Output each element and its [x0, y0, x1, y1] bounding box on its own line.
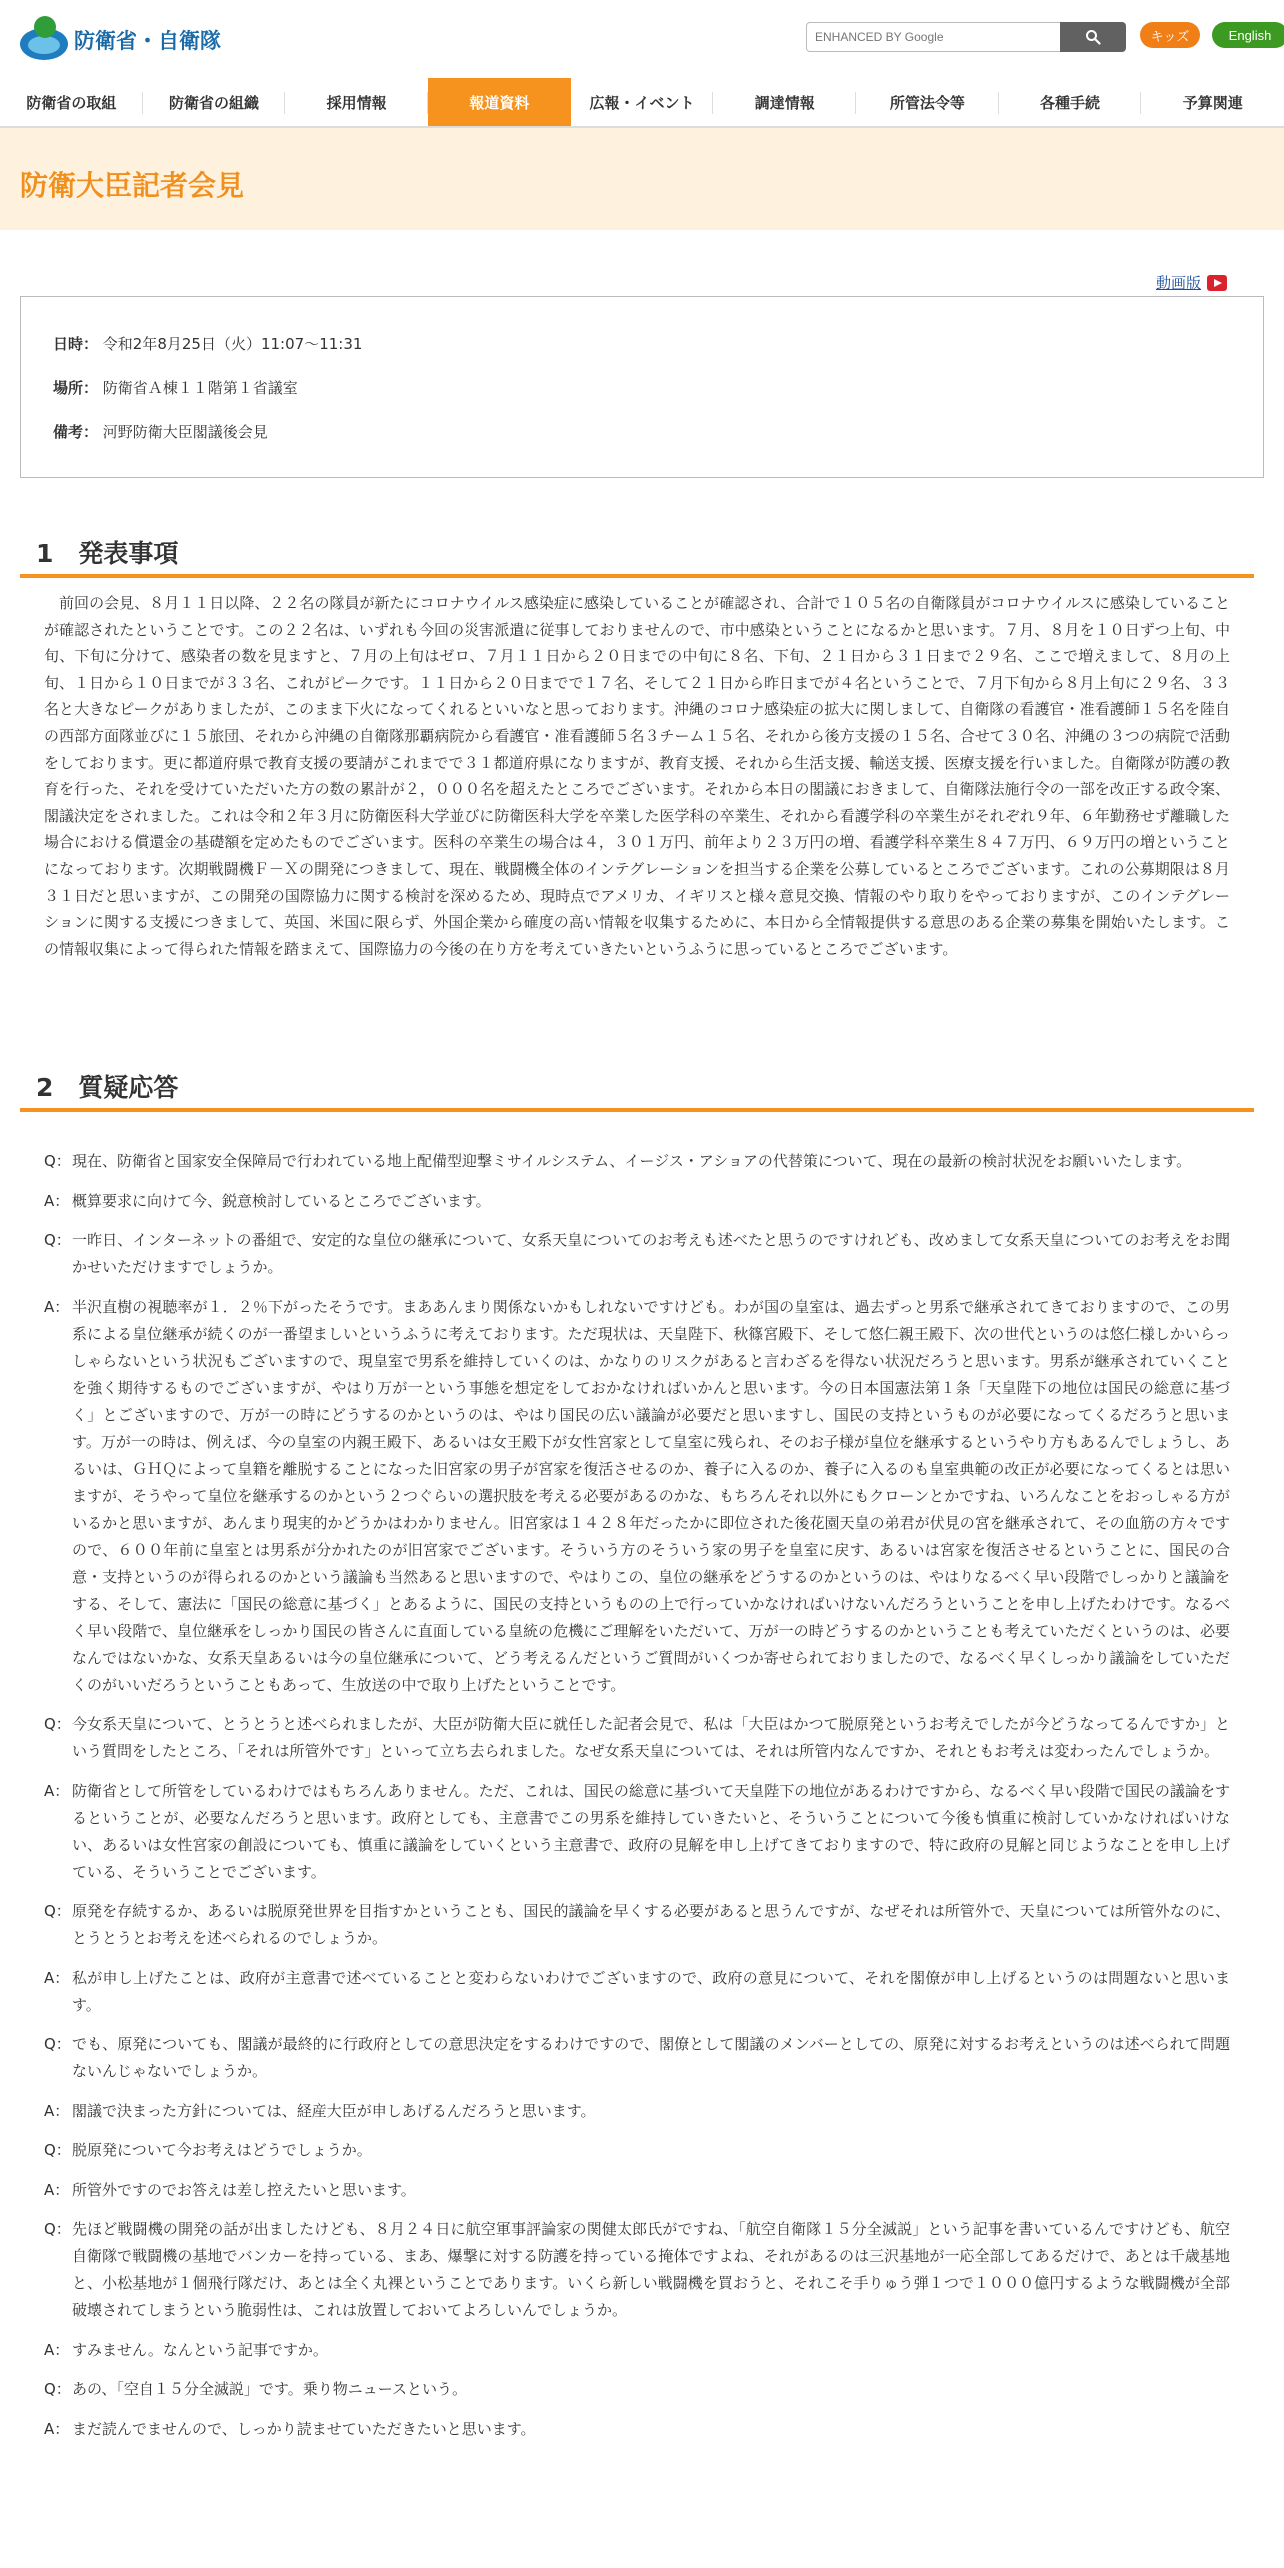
qa-marker: Q：	[44, 2220, 71, 2238]
search-icon	[1085, 29, 1101, 45]
qa-text: 防衛省として所管をしているわけではもちろんありません。ただ、これは、国民の総意に基づいて天皇陛下の地位があるわけですから、なるべく早い段階で国民の議論をするということが、必要なんだろうと思います。政府としても、主意書でこの男系を維持していきたいと、そういうことについて今後も慎重に検討していかなければいけない、あるいは女性宮家の創設についても、慎重に議論をしていくという主意書で、政府の見解を申し上げてきておりますので、特に政府の見解と同じようなことを申し上げている、そういうことでございます。	[72, 1781, 1230, 1881]
page-title: 防衛大臣記者会見	[20, 169, 245, 202]
info-place-value: 防衛省Ａ棟１１階第１省議室	[102, 379, 298, 397]
qa-marker: A：	[44, 2340, 70, 2359]
nav-item-initiatives[interactable]: 防衛省の取組	[0, 78, 143, 126]
qa-answer	[44, 2098, 1230, 2125]
site-logo[interactable]	[20, 14, 221, 66]
qa-question	[44, 2137, 1230, 2164]
qa-marker: A：	[44, 2419, 70, 2438]
section-announcements-heading: 1 発表事項	[20, 534, 1254, 578]
kids-button[interactable]: キッズ	[1140, 22, 1200, 48]
announcement-text: 前回の会見、８月１１日以降、２２名の隊員が新たにコロナウイルス感染症に感染していることが確認され、合計で１０５名の自衛隊員がコロナウイルスに感染していることが確認されたということです。この２２名は、いずれも今回の災害派遣に従事しておりませんので、市中感染ということになるかと思います。７月、８月を１０日ずつ上旬、中旬、下旬に分けて、感染者の数を見ますと、７月の上旬はゼロ、７月１１日から２０日までの中旬に８名、下旬、２１日から３１日まで２９名、ここで増えまして、８月の上旬、１日から１０日までが３３名、これがピークです。１１日から２０日までで１７名、そして２１日から昨日までが４名ということで、７月下旬から８月上旬に２９名、３３名と大きなピークがありましたが、このまま下火になってくれるといいなと思っております。沖縄のコロナ感染症の拡大に関しまして、自衛隊の看護官・准看護師１５名を陸自の西部方面隊並びに１５旅団、それから沖縄の自衛隊那覇病院から看護官・准看護師５名３チーム１５名、それから後方支援の１５名、合せて３０名、沖縄の３つの病院で活動をしております。更に都道府県で教育支援の要請がこれまでで３１都道府県になりますが、教育支援、それから生活支援、輸送支援、医療支援を行いました。自衛隊が防護の教育を行った、それを受けていただいた方の数の累計が２，０００名を超えたところでございます。それから本日の閣議におきまして、自衛隊法施行令の一部を改正する政令案、閣議決定をされました。これは令和２年３月に防衛医科大学並びに防衛医科大学を卒業した医学科の卒業生、それから看護学科の卒業生がそれぞれ９年、６年勤務せず離職した場合における償還金の基礎額を定めたものでございます。医科の卒業生の場合は４，３０１万円、前年より２３万円の増、看護学科卒業生８４７万円、６９万円の増ということになっております。次期戦闘機Ｆ－Ｘの開発につきまして、現在、戦闘機全体のインテグレーションを担当する企業を公募しているところでございます。これの公募期限は８月３１日だと思いますが、この開発の国際協力に関する検討を深めるため、現時点でアメリカ、イギリスと様々意見交換、情報のやり取りをやっておりますが、このインテグレーションに関する支援につきまして、英国、米国に限らず、外国企業から確度の高い情報を収集するために、本日から全情報提供する意思のある企業の募集を開始いたします。この情報収集によって得られた情報を踏まえて、国際協力の今後の在り方を考えていきたいというふうに思っているところでございます。	[44, 594, 1230, 958]
qa-answer	[44, 2177, 1230, 2204]
qa-marker: Q：	[44, 2141, 71, 2159]
qa-text: 私が申し上げたことは、政府が主意書で述べていることと変わらないわけでございますので、政府の意見について、それを閣僚が申し上げるというのは問題ないと思います。	[72, 1968, 1230, 2014]
qa-text: すみません。なんという記事ですか。	[72, 2340, 328, 2359]
logo-text: 防衛省・自衛隊	[74, 29, 221, 53]
nav-item-procedures[interactable]: 各種手続	[999, 78, 1142, 126]
info-note-label: 備考：	[53, 423, 99, 441]
search-box	[806, 22, 1126, 52]
video-link-label: 動画版	[1156, 274, 1202, 292]
info-date-value: 令和2年8月25日（火）11:07～11:31	[102, 335, 363, 353]
qa-answer	[44, 2416, 1230, 2443]
qa-marker: A：	[44, 1297, 70, 1316]
qa-text: 原発を存続するか、あるいは脱原発世界を目指すかということも、国民的議論を早くする必要があると思うんですが、なぜそれは所管外で、天皇については所管外なのに、とうとうとお考えを述べられるのでしょうか。	[72, 1902, 1230, 1947]
qa-text: 所管外ですのでお答えは差し控えたいと思います。	[72, 2180, 416, 2199]
qa-list	[44, 1148, 1230, 2455]
nav-item-organization[interactable]: 防衛省の組織	[143, 78, 286, 126]
site-header	[0, 0, 1284, 76]
qa-text: でも、原発についても、閣議が最終的に行政府としての意思決定をするわけですので、閣僚として閣議のメンバーとしての、原発に対するお考えというのは述べられて問題ないんじゃないでしょうか。	[72, 2035, 1230, 2080]
info-date	[53, 333, 362, 354]
qa-question	[44, 1898, 1230, 1952]
qa-marker: A：	[44, 2101, 70, 2120]
nav-item-recruitment[interactable]: 採用情報	[285, 78, 428, 126]
qa-answer	[44, 1188, 1230, 1215]
press-info-box	[20, 296, 1264, 478]
qa-question	[44, 2376, 1230, 2403]
search-input[interactable]: ENHANCED BY Google	[806, 22, 1060, 52]
qa-text: 今女系天皇について、とうとうと述べられましたが、大臣が防衛大臣に就任した記者会見で、私は「大臣はかつて脱原発というお考えでしたが今どうなってるんですか」という質問をしたところ、「それは所管外です」といって立ち去られました。なぜ女系天皇については、それは所管内なんですか、それともお考えは変わったんでしょうか。	[72, 1715, 1230, 1760]
qa-marker: A：	[44, 1968, 70, 1987]
nav-item-press[interactable]: 報道資料	[428, 78, 571, 126]
info-note-value: 河野防衛大臣閣議後会見	[102, 423, 268, 441]
qa-text: 脱原発について今お考えはどうでしょうか。	[72, 2141, 372, 2159]
qa-answer	[44, 1294, 1230, 1699]
info-place-label: 場所：	[53, 379, 99, 397]
qa-marker: Q：	[44, 1902, 71, 1920]
title-band	[0, 128, 1284, 230]
qa-text: まだ読んでませんので、しっかり読ませていただきたいと思います。	[72, 2419, 536, 2438]
qa-question	[44, 1711, 1230, 1765]
global-nav	[0, 78, 1284, 128]
qa-marker: Q：	[44, 2380, 71, 2398]
qa-text: 一昨日、インターネットの番組で、安定的な皇位の継承について、女系天皇についてのお考えも述べたと思うのですけれども、改めまして女系天皇についてのお考えをお聞かせいただけますでしょうか。	[72, 1231, 1230, 1276]
qa-text: 半沢直樹の視聴率が１．２％下がったそうです。まああんまり関係ないかもしれないですけども。わが国の皇室は、過去ずっと男系で継承されてきておりますので、この男系による皇位継承が続くのが一番望ましいというふうに考えております。ただ現状は、天皇陛下、秋篠宮殿下、そして悠仁親王殿下、次の世代というのは悠仁様しかいらっしゃらないという状況もございますので、現皇室で男系を維持していくのは、かなりのリスクがあると言わざるを得ない状況だろうと思います。男系が継承されていくことを強く期待するものでございますが、やはり万が一という事態を想定をしておかなければいかんと思います。今の日本国憲法第１条「天皇陛下の地位は国民の総意に基づく」とございますので、万が一の時にどうするのかというのは、やはり国民の広い議論が必要だと思いますし、国民の支持というものが必要になってくるだろうと思います。万が一の時は、例えば、今の皇室の内親王殿下、あるいは女王殿下が女性宮家として皇室に残られ、そのお子様が皇位を継承するというやり方もあるんでしょうし、あるいは、ＧＨＱによって皇籍を離脱することになった旧宮家の男子が宮家を復活させるのか、養子に入るのか、養子に入るのも皇室典範の改正が必要になってくるとは思いますが、そうやって皇位を継承するのかという２つぐらいの選択肢を考える必要があるのかな、もちろんそれ以外にもクローンとかですね、いろんなことをおっしゃる方がいるかと思いますが、あんまり現実的かどうかはわかりません。旧宮家は１４２８年だったかに即位された後花園天皇の弟君が伏見の宮を継承されて、その血筋の方々ですので、６００年前に皇室とは男系が分かれたのが旧宮家でございます。そういう方のそういう家の男子を皇室に戻す、あるいは宮家を復活させるということに、国民の合意・支持というのが得られるのかという議論も当然あると思いますので、やはりこの、皇位の継承をどうするのかというのは、やはりなるべく早い段階でしっかりと議論をする、そして、憲法に「国民の総意に基づく」とあるように、国民の支持というものの上で行っていかなければいけないんだろうということを申し上げたわけです。なるべく早い段階で、皇位継承をしっかり国民の皆さんに直面している皇統の危機にご理解をいただいて、万が一の時どうするのかということも考えていただくというのは、必要なんではないかな、女系天皇あるいは今の皇位継承について、どう考えるんだというご質問がいくつか寄せられておりましたので、なるべく早くしっかり議論をしていただくのがいいだろうということもあって、生放送の中で取り上げたということです。	[72, 1297, 1230, 1694]
video-link[interactable]	[1156, 272, 1227, 293]
qa-marker: Q：	[44, 1152, 71, 1170]
nav-item-laws[interactable]: 所管法令等	[856, 78, 999, 126]
qa-question	[44, 1148, 1230, 1175]
qa-question	[44, 2216, 1230, 2324]
nav-item-procurement[interactable]: 調達情報	[713, 78, 856, 126]
search-button[interactable]	[1060, 22, 1126, 52]
section-qa-heading: 2 質疑応答	[20, 1068, 1254, 1112]
nav-item-pr-events[interactable]: 広報・イベント	[571, 78, 714, 126]
qa-text: あの、「空自１５分全滅説」です。乗り物ニュースという。	[72, 2380, 467, 2398]
info-date-label: 日時：	[53, 335, 99, 353]
qa-answer	[44, 2337, 1230, 2364]
qa-answer	[44, 1965, 1230, 2019]
qa-marker: A：	[44, 1191, 70, 1210]
qa-text: 先ほど戦闘機の開発の話が出ましたけども、８月２４日に航空軍事評論家の関健太郎氏がですね、「航空自衛隊１５分全滅説」という記事を書いているんですけども、航空自衛隊で戦闘機の基地でバンカーを持っている、まあ、爆撃に対する防護を持っている掩体ですよね、それがあるのは三沢基地が一応全部してあるだけで、あとは千歳基地と、小松基地が１個飛行隊だけ、あとは全く丸裸ということであります。いくら新しい戦闘機を買おうと、それこそ手りゅう弾１つで１０００億円するような戦闘機が全部破壊されてしまうという脆弱性は、これは放置しておいてよろしいんでしょうか。	[72, 2220, 1230, 2319]
info-place	[53, 377, 298, 398]
qa-question	[44, 1227, 1230, 1281]
qa-marker: A：	[44, 2180, 70, 2199]
qa-marker: A：	[44, 1781, 70, 1800]
english-button[interactable]: English	[1212, 22, 1284, 48]
qa-question	[44, 2031, 1230, 2085]
nav-item-budget[interactable]: 予算関連	[1182, 93, 1243, 112]
qa-marker: Q：	[44, 2035, 71, 2053]
video-play-icon	[1207, 275, 1227, 291]
qa-answer	[44, 1778, 1230, 1886]
qa-text: 閣議で決まった方針については、経産大臣が申しあげるんだろうと思います。	[72, 2101, 596, 2120]
logo-mark-icon	[20, 14, 72, 66]
info-note	[53, 421, 268, 442]
qa-text: 現在、防衛省と国家安全保障局で行われている地上配備型迎撃ミサイルシステム、イージス・アショアの代替策について、現在の最新の検討状況をお願いいたします。	[72, 1152, 1192, 1170]
qa-text: 概算要求に向けて今、鋭意検討しているところでございます。	[72, 1191, 491, 1210]
qa-marker: Q：	[44, 1715, 71, 1733]
qa-marker: Q：	[44, 1231, 71, 1249]
